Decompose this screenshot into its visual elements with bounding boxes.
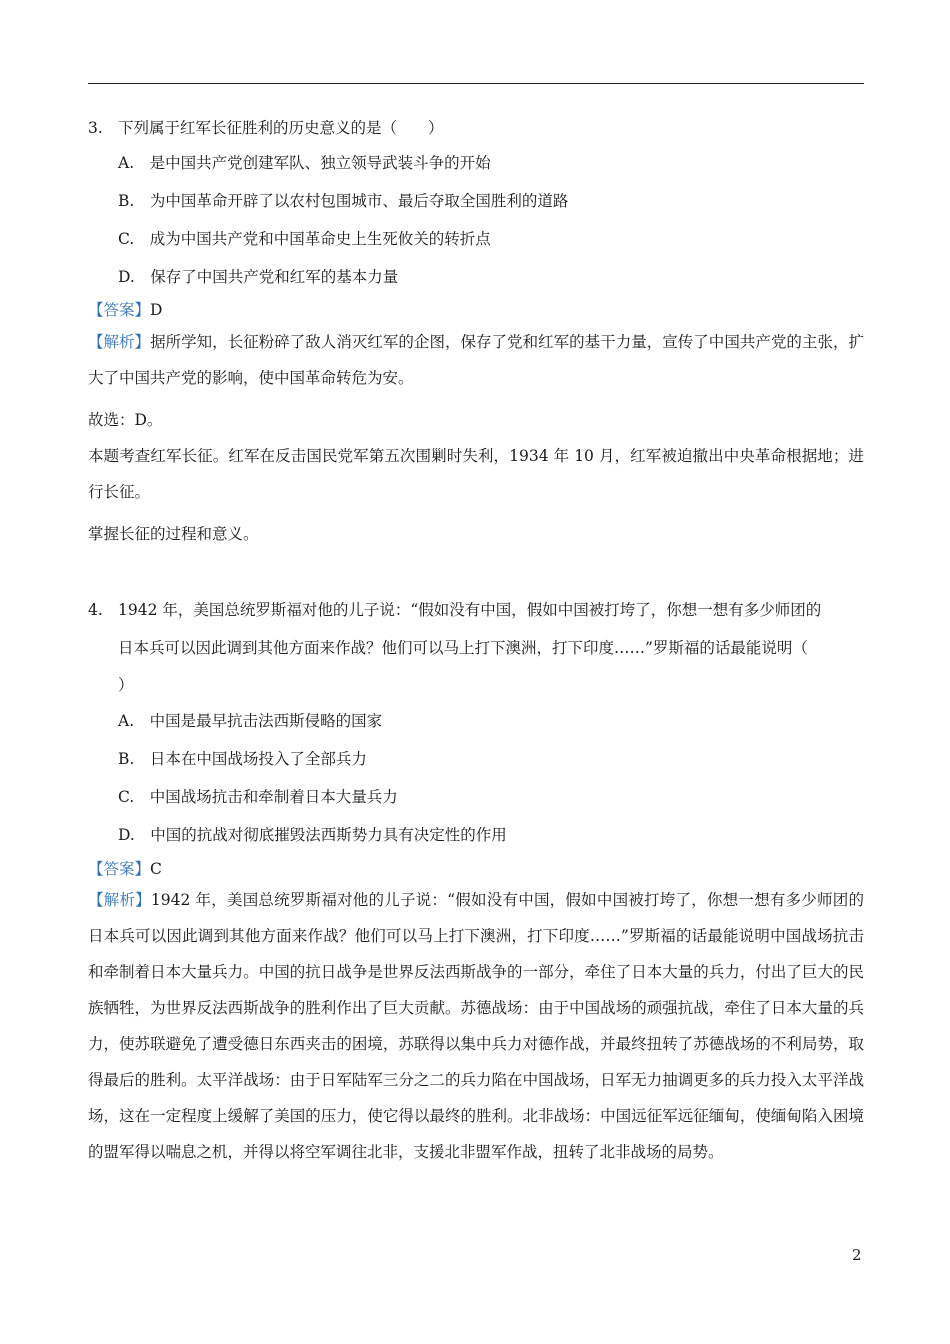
q4-option-a: A. 中国是最早抗击法西斯侵略的国家: [118, 712, 383, 730]
question-text-line-1: 1942 年，美国总统罗斯福对他的儿子说：“假如没有中国，假如中国被打垮了，你想一想有多少师团的: [118, 601, 822, 619]
analysis-label: 【解析】: [88, 891, 151, 909]
q3-option-b: B. 为中国革命开辟了以农村包围城市、最后夺取全国胜利的道路: [118, 192, 569, 210]
question-text-line-3: ）: [118, 676, 134, 694]
question-number: 3.: [88, 119, 103, 137]
q3-choice: 故选：D。: [88, 411, 163, 429]
q4-analysis: [88, 882, 864, 1170]
q3-option-a: A. 是中国共产党创建军队、独立领导武装斗争的开始: [118, 154, 491, 172]
answer-label: 【答案】: [88, 301, 151, 319]
q3-answer: [88, 298, 162, 320]
answer-label: 【答案】: [88, 860, 151, 878]
question-text: 下列属于红军长征胜利的历史意义的是（ ）: [118, 119, 444, 137]
q4-option-d: D. 中国的抗战对彻底摧毁法西斯势力具有决定性的作用: [118, 826, 507, 844]
question-3-stem: [88, 116, 444, 138]
analysis-text: 据所学知，长征粉碎了敌人消灭红军的企图，保存了党和红军的基干力量，宣传了中国共产党的主张，扩大了中国共产党的影响，使中国革命转危为安。: [88, 333, 864, 387]
q3-analysis: [88, 324, 864, 396]
analysis-label: 【解析】: [88, 333, 151, 351]
q4-option-b: B. 日本在中国战场投入了全部兵力: [118, 750, 367, 768]
question-text-line-2: 日本兵可以因此调到其他方面来作战？他们可以马上打下澳洲，打下印度……”罗斯福的话最能说明（: [118, 639, 808, 657]
q3-option-d: D. 保存了中国共产党和红军的基本力量: [118, 268, 399, 286]
answer-value: C: [150, 860, 162, 878]
header-rule: [88, 83, 864, 84]
q4-answer: [88, 857, 162, 879]
question-4-stem: [88, 598, 821, 620]
q4-option-c: C. 中国战场抗击和牵制着日本大量兵力: [118, 788, 398, 806]
q3-tip: 掌握长征的过程和意义。: [88, 525, 259, 543]
question-number: 4.: [88, 601, 103, 619]
q3-option-c: C. 成为中国共产党和中国革命史上生死攸关的转折点: [118, 230, 491, 248]
analysis-text: 1942 年，美国总统罗斯福对他的儿子说：“假如没有中国，假如中国被打垮了，你想一想有多少师团的日本兵可以因此调到其他方面来作战？他们可以马上打下澳洲，打下印度……”罗斯福的话最能说明中国战场抗击和牵制着日本大量兵力。中国的抗日战争是世界反法西斯战争的一部分，牵住了日本大量的兵力，付出了巨大的民族牺牲，为世界反法西斯战争的胜利作出了巨大贡献。苏德战场：由于中国战场的顽强抗战，牵住了日本大量的兵力，使苏联避免了遭受德日东西夹击的困境，苏联得以集中兵力对德作战，并最终扭转了苏德战场的不利局势，取得最后的胜利。太平洋战场：由于日军陆军三分之二的兵力陷在中国战场，日军无力抽调更多的兵力投入太平洋战场，这在一定程度上缓解了美国的压力，使它得以最终的胜利。北非战场：中国远征军远征缅甸，使缅甸陷入困境的盟军得以喘息之机，并得以将空军调往北非，支援北非盟军作战，扭转了北非战场的局势。: [88, 891, 864, 1161]
page-number: 2: [852, 1246, 862, 1264]
answer-value: D: [150, 301, 163, 319]
q3-note: 本题考查红军长征。红军在反击国民党军第五次围剿时失利，1934 年 10 月，红军被迫撤出中央革命根据地；进行长征。: [88, 447, 864, 501]
